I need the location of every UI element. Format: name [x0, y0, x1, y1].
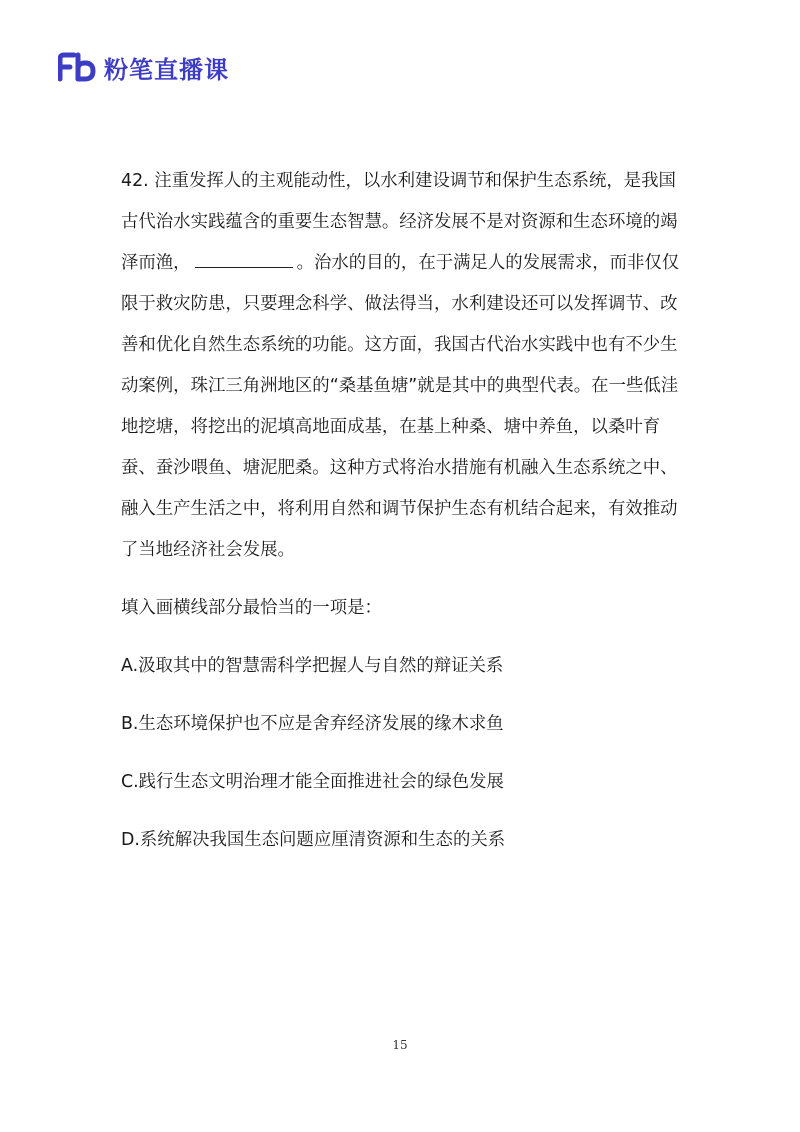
- fill-in-blank: [195, 247, 293, 268]
- option-b: B.生态环境保护也不应是舍弃经济发展的缘木求鱼: [121, 714, 504, 734]
- stem-before-blank: 注重发挥人的主观能动性，以水利建设调节和保护生态系统，是我国古代治水实践蕴含的重要生态智慧。经济发展不是对资源和生态环境的竭泽而渔，: [121, 171, 678, 273]
- option-d: D.系统解决我国生态问题应厘清资源和生态的关系: [121, 830, 506, 850]
- question-stem: [121, 161, 681, 571]
- option-c: C.践行生态文明治理才能全面推进社会的绿色发展: [121, 772, 504, 792]
- page-number: 15: [392, 1038, 408, 1052]
- question-number: 42.: [121, 171, 149, 191]
- question-prompt: 填入画横线部分最恰当的一项是：: [121, 598, 382, 618]
- brand-logo: [58, 50, 229, 84]
- stem-after-blank: 。治水的目的，在于满足人的发展需求，而非仅仅限于救灾防患，只要理念科学、做法得当，水利建设还可以发挥调节、改善和优化自然生态系统的功能。这方面，我国古代治水实践中也有不少生动案例，珠江三角洲地区的“桑基鱼塘”就是其中的典型代表。在一些低洼地挖塘，将挖出的泥填高地面成基，在基上种桑、塘中养鱼，以桑叶育蚕、蚕沙喂鱼、塘泥肥桑。这种方式将治水措施有机融入生态系统之中、融入生产生活之中，将利用自然和调节保护生态有机结合起来，有效推动了当地经济社会发展。: [121, 253, 680, 560]
- option-a: A.汲取其中的智慧需科学把握人与自然的辩证关系: [121, 656, 504, 676]
- fenbi-logo-icon: [58, 52, 98, 82]
- brand-text: 粉笔直播课: [104, 55, 229, 84]
- question-block: [121, 161, 681, 861]
